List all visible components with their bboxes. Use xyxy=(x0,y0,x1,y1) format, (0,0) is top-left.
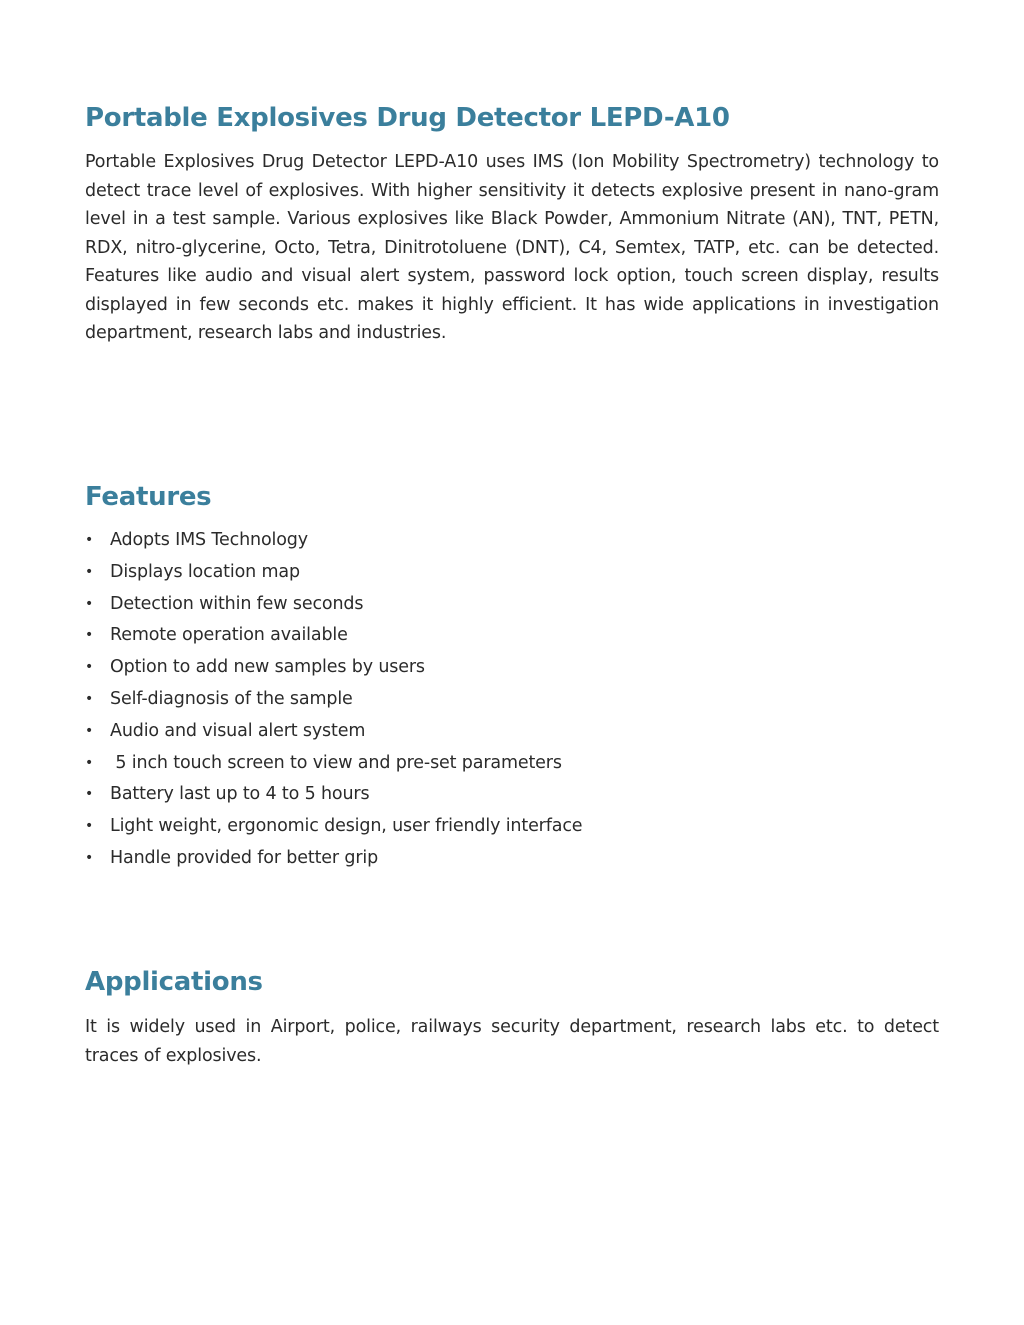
applications-description: It is widely used in Airport, police, railways security department, research labs etc. to detect traces of explosives. xyxy=(85,1017,939,1066)
product-title: Portable Explosives Drug Detector LEPD-A10 xyxy=(85,103,730,133)
features-heading: Features xyxy=(85,482,212,512)
feature-text: Displays location map xyxy=(110,561,300,582)
bullet-icon: • xyxy=(85,818,94,835)
feature-text: 5 inch touch screen to view and pre-set parameters xyxy=(110,752,562,773)
feature-item xyxy=(85,811,582,843)
bullet-icon: • xyxy=(85,722,94,739)
product-description: Portable Explosives Drug Detector LEPD-A10 uses IMS (Ion Mobility Spectrometry) technology to detect trace level of explosives. With higher sensitivity it detects explosive present in nano-gram level in a test sample. Various explosives like Black Powder, Ammonium Nitrate (AN), TNT, PETN, RDX, nitro-glycerine, Octo, Tetra, Dinitrotoluene (DNT), C4, Semtex, TATP, etc. can be detected. Features like audio and visual alert system, password lock option, touch screen display, results displayed in few seconds etc. makes it highly efficient. It has wide applications in investigation department, research labs and industries. xyxy=(85,152,939,343)
bullet-icon: • xyxy=(85,659,94,676)
feature-text: Option to add new samples by users xyxy=(110,657,425,678)
bullet-icon: • xyxy=(85,563,94,580)
bullet-icon: • xyxy=(85,595,94,612)
feature-item xyxy=(85,716,582,748)
applications-heading: Applications xyxy=(85,967,263,997)
feature-item xyxy=(85,589,582,621)
feature-item xyxy=(85,843,582,875)
bullet-icon: • xyxy=(85,786,94,803)
bullet-icon: • xyxy=(85,690,94,707)
feature-item xyxy=(85,525,582,557)
feature-text: Light weight, ergonomic design, user friendly interface xyxy=(110,816,583,837)
feature-item xyxy=(85,557,582,589)
features-list xyxy=(85,525,582,875)
feature-text: Battery last up to 4 to 5 hours xyxy=(110,784,370,805)
bullet-icon: • xyxy=(85,849,94,866)
bullet-icon: • xyxy=(85,532,94,548)
bullet-icon: • xyxy=(85,627,94,644)
feature-text: Audio and visual alert system xyxy=(110,720,366,741)
feature-text: Adopts IMS Technology xyxy=(110,530,308,550)
feature-item xyxy=(85,620,582,652)
feature-text: Self-diagnosis of the sample xyxy=(110,688,353,709)
feature-item xyxy=(85,652,582,684)
feature-text: Handle provided for better grip xyxy=(110,847,379,868)
feature-item xyxy=(85,748,582,780)
feature-item xyxy=(85,779,582,811)
feature-text: Remote operation available xyxy=(110,625,348,646)
bullet-icon: • xyxy=(85,754,94,771)
feature-text: Detection within few seconds xyxy=(110,593,364,614)
feature-item xyxy=(85,684,582,716)
